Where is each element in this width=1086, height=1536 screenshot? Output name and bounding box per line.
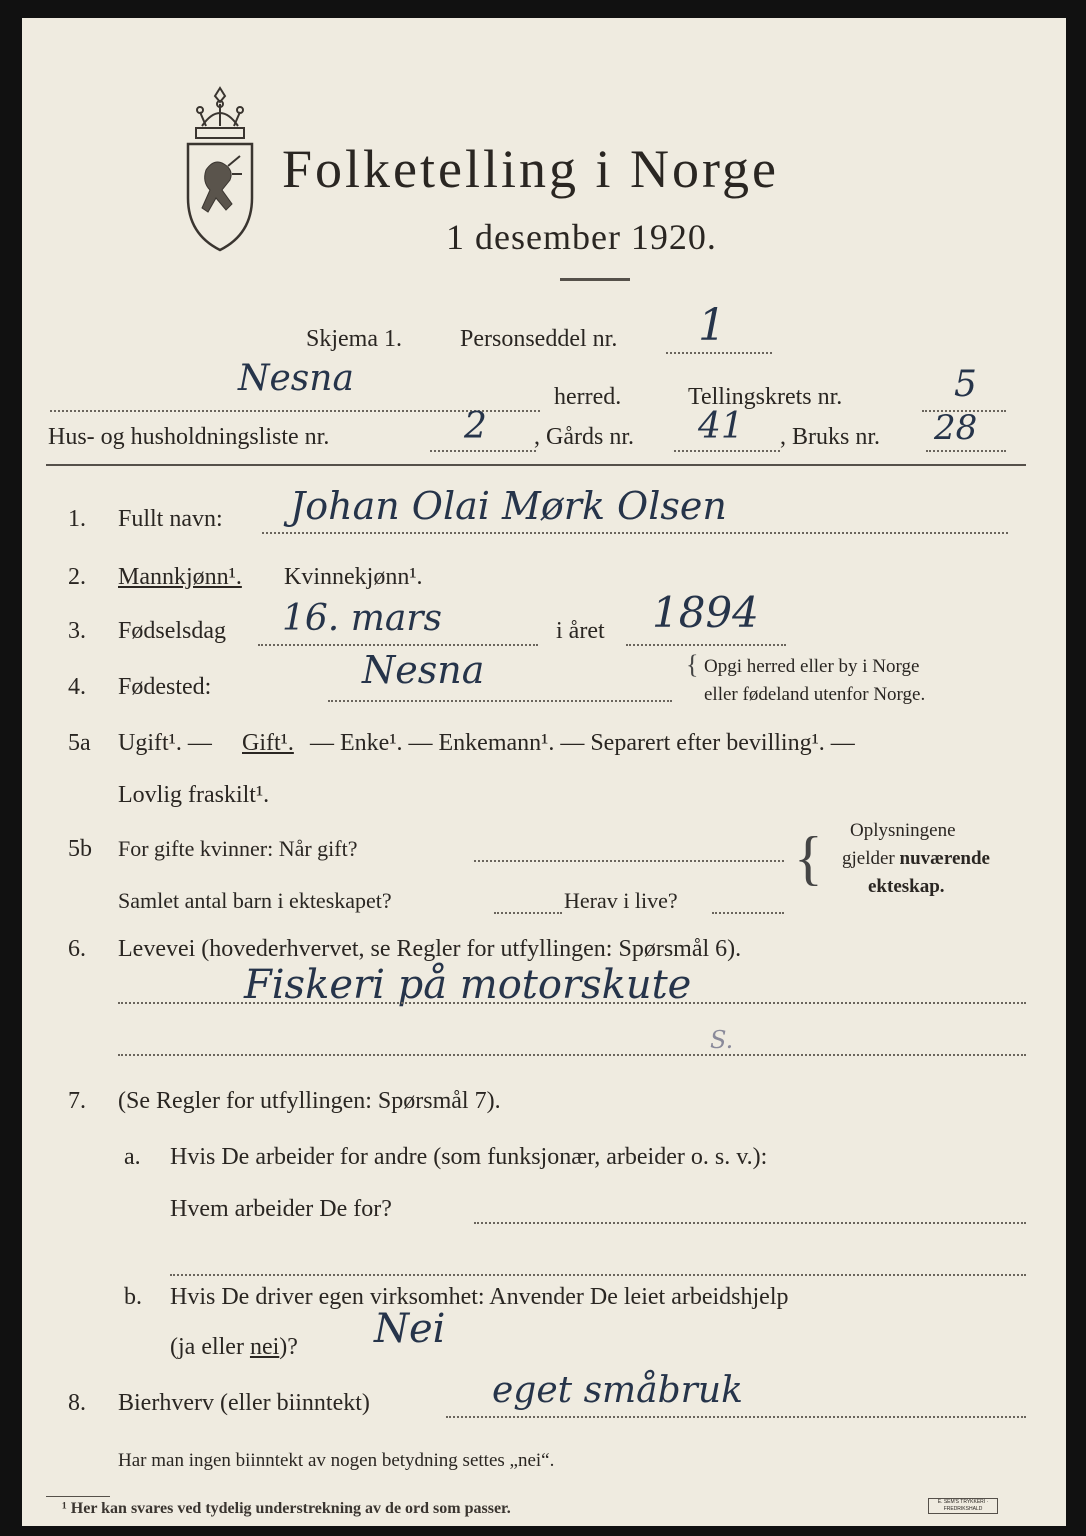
q6-number: 6. [68, 936, 86, 962]
q7b-text: Hvis De driver egen virksomhet: Anvender De leiet arbeidshjelp [170, 1284, 789, 1310]
norwegian-coat-of-arms-icon [172, 82, 268, 258]
q7-label: (Se Regler for utfyllingen: Spørsmål 7). [118, 1088, 501, 1114]
title-divider [560, 278, 630, 281]
full-name-value[interactable]: Johan Olai Mørk Olsen [290, 484, 727, 528]
bruks-label: , Bruks nr. [780, 424, 881, 450]
q7a-letter: a. [124, 1144, 141, 1170]
q5b-note-line2b: nuværende [899, 848, 990, 869]
personseddel-label: Personseddel nr. [460, 326, 618, 352]
printer-stamp: E. SEM'S TRYKKERI · FREDRIKSHALD [928, 1498, 998, 1514]
divorced-option[interactable]: Lovlig fraskilt¹. [118, 782, 270, 808]
q5b-alive-label: Herav i live? [564, 888, 678, 913]
side-income-value[interactable]: eget småbruk [492, 1370, 743, 1411]
q6-label: Levevei (hovederhvervet, se Regler for utfyllingen: Spørsmål 6). [118, 936, 742, 962]
tellingskrets-value[interactable]: 5 [954, 364, 977, 405]
q7a-question: Hvem arbeider De for? [170, 1196, 392, 1222]
gards-label: , Gårds nr. [534, 424, 634, 450]
hired-help-value[interactable]: Nei [374, 1306, 446, 1352]
q2-number: 2. [68, 564, 86, 590]
husliste-label: Hus- og husholdningsliste nr. [48, 424, 330, 450]
census-date: 1 desember 1920. [446, 217, 717, 257]
q7b-no-option[interactable]: nei [249, 1334, 280, 1360]
q8-number: 8. [68, 1390, 86, 1416]
other-marital-options[interactable]: — Enke¹. — Enkemann¹. — Separert efter bevilling¹. — [310, 730, 855, 756]
q4-note-line2: eller fødeland utenfor Norge. [704, 684, 926, 705]
footer-note: Har man ingen biinntekt av nogen betydning settes „nei“. [118, 1450, 555, 1471]
q4-number: 4. [68, 674, 86, 700]
form-title: Folketelling i Norge [282, 139, 779, 199]
q5b-note-line2a: gjelder [842, 848, 900, 869]
female-option[interactable]: Kvinnekjønn¹. [284, 564, 423, 590]
q7-number: 7. [68, 1088, 86, 1114]
q8-label: Bierhverv (eller biinntekt) [118, 1390, 370, 1416]
census-form [22, 18, 1066, 1526]
q3-number: 3. [68, 618, 86, 644]
tellingskrets-label: Tellingskrets nr. [688, 384, 843, 410]
q5a-number: 5a [68, 730, 91, 756]
q5b-note-line1: Oplysningene [850, 820, 956, 841]
q1-label: Fullt navn: [118, 506, 223, 532]
q5b-married-when-label: For gifte kvinner: Når gift? [118, 836, 358, 861]
married-option[interactable]: Gift¹. [242, 730, 294, 756]
herred-value[interactable]: Nesna [238, 358, 354, 399]
birthplace-value[interactable]: Nesna [362, 648, 485, 692]
q7b-question-end: )? [279, 1334, 298, 1360]
q3-label: Fødselsdag [118, 618, 226, 644]
header-divider [46, 464, 1026, 466]
unmarried-option[interactable]: Ugift¹. — [118, 730, 212, 756]
herred-label: herred. [554, 384, 622, 410]
q5b-number: 5b [68, 836, 92, 862]
q4-brace: { [686, 650, 699, 679]
q7b-question-start: (ja eller [170, 1334, 250, 1360]
q5b-children-label: Samlet antal barn i ekteskapet? [118, 888, 392, 913]
husliste-value[interactable]: 2 [464, 406, 487, 447]
footnote-rule [46, 1496, 110, 1497]
q7a-text: Hvis De arbeider for andre (som funksjonær, arbeider o. s. v.): [170, 1144, 768, 1170]
bruks-value[interactable]: 28 [934, 408, 978, 448]
q3-year-label: i året [556, 618, 605, 644]
q4-label: Fødested: [118, 674, 212, 700]
male-option[interactable]: Mannkjønn¹. [118, 564, 242, 590]
q5b-note-line3: ekteskap. [868, 876, 945, 897]
q1-number: 1. [68, 506, 86, 532]
q5b-brace: { [794, 825, 823, 891]
footnote: ¹ Her kan svares ved tydelig understrekning av de ord som passer. [62, 1500, 511, 1517]
occupation-value[interactable]: Fiskeri på motorskute [244, 962, 692, 1008]
birth-date-value[interactable]: 16. mars [282, 598, 442, 639]
q6-mark: S. [710, 1026, 734, 1054]
gards-value[interactable]: 41 [698, 406, 744, 447]
q4-note-line1: Opgi herred eller by i Norge [704, 656, 920, 677]
personseddel-number[interactable]: 1 [698, 300, 726, 351]
q7b-letter: b. [124, 1284, 142, 1310]
skjema-label: Skjema 1. [306, 326, 402, 352]
birth-year-value[interactable]: 1894 [652, 588, 759, 637]
